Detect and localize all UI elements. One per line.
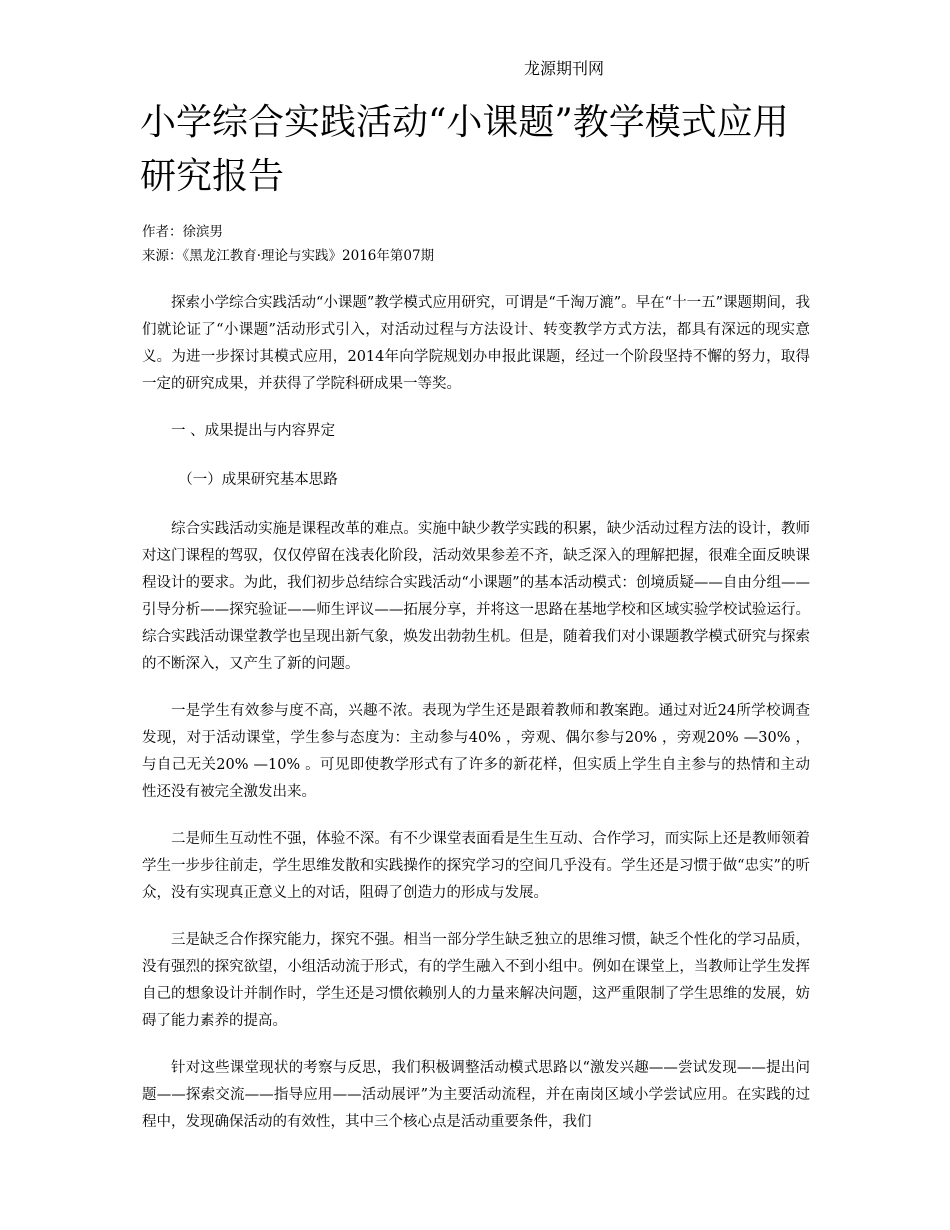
site-name: 龙源期刊网 <box>524 59 605 78</box>
article-body <box>142 290 810 1156</box>
article-title: 小学综合实践活动“小课题”教学模式应用研究报告 <box>140 102 789 197</box>
paragraph: 二是师生互动性不强，体验不深。有不少课堂表面看是生生互动、合作学习，而实际上还是教师领着学生一步步往前走，学生思维发散和实践操作的探究学习的空间几乎没有。学生还是习惯于做“忠实”的听众，没有实现真正意义上的对话，阻碍了创造力的形成与发展。 <box>142 831 810 901</box>
article-author: 作者：徐滨男 <box>142 224 223 240</box>
paragraph-intro: 探索小学综合实践活动“小课题”教学模式应用研究，可谓是“千淘万漉”。早在“十一五”课题期间，我们就论证了“小课题”活动形式引入，对活动过程与方法设计、转变教学方式方法，都具有深远的现实意义。为进一步探讨其模式应用，2014年向学院规划办申报此课题，经过一个阶段坚持不懈的努力，取得一定的研究成果，并获得了学院科研成果一等奖。 <box>142 295 810 392</box>
paragraph: 综合实践活动实施是课程改革的难点。实施中缺少教学实践的积累，缺少活动过程方法的设计，教师对这门课程的驾驭，仅仅停留在浅表化阶段，活动效果参差不齐，缺乏深入的理解把握，很难全面反映课程设计的要求。为此，我们初步总结综合实践活动“小课题”的基本活动模式：创境质疑——自由分组——引导分析——探究验证——师生评议——拓展分享，并将这一思路在基地学校和区域实验学校试验运行。综合实践活动课堂教学也呈现出新气象，焕发出勃勃生机。但是，随着我们对小课题教学模式研究与探索的不断深入，又产生了新的问题。 <box>142 521 810 672</box>
paragraph: 一是学生有效参与度不高，兴趣不浓。表现为学生还是跟着教师和教案跑。通过对近24所学校调查发现，对于活动课堂，学生参与态度为：主动参与40% ，旁观、偶尔参与20% ，旁观20% —30% ，与自己无关20% —10% 。可见即使教学形式有了许多的新花样，但实质上学生自主参与的热情和主动性还没有被完全激发出来。 <box>142 703 810 800</box>
paragraph: 三是缺乏合作探究能力，探究不强。相当一部分学生缺乏独立的思维习惯，缺乏个性化的学习品质，没有强烈的探究欲望，小组活动流于形式，有的学生融入不到小组中。例如在课堂上，当教师让学生发挥自己的想象设计并制作时，学生还是习惯依赖别人的力量来解决问题，这严重限制了学生思维的发展，妨碍了能力素养的提高。 <box>142 932 810 1029</box>
article-source: 来源：《黑龙江教育·理论与实践》2016年第07期 <box>142 248 435 264</box>
paragraph: 针对这些课堂现状的考察与反思，我们积极调整活动模式思路以“激发兴趣——尝试发现——提出问题——探索交流——指导应用——活动展评”为主要活动流程，并在南岗区域小学尝试应用。在实践的过程中，发现确保活动的有效性，其中三个核心点是活动重要条件，我们 <box>142 1060 810 1130</box>
subsection-heading: （一）成果研究基本思路 <box>178 472 338 488</box>
section-heading: 一 、成果提出与内容界定 <box>171 423 336 439</box>
